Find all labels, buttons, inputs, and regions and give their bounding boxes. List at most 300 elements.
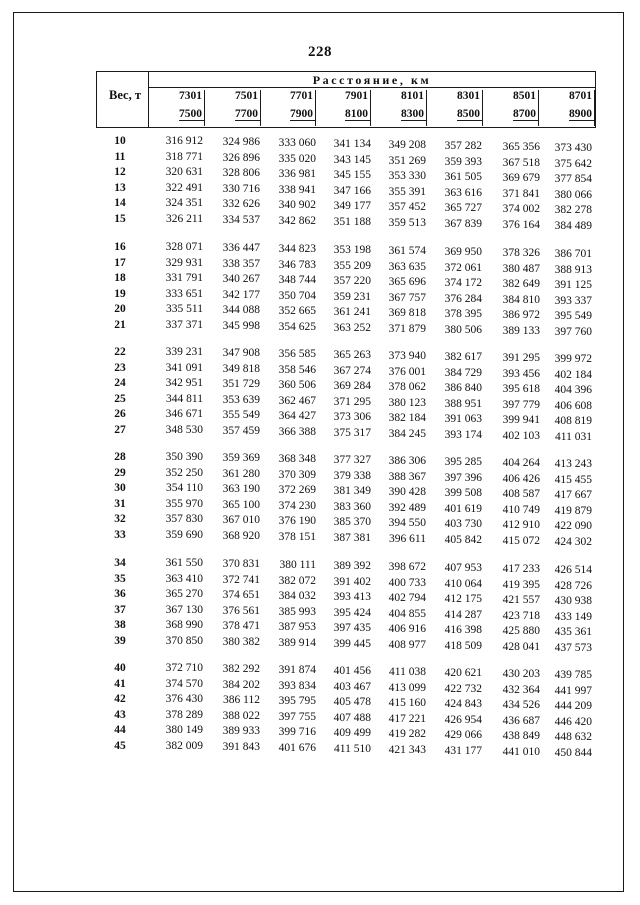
price-cell: 384 489 (554, 219, 592, 232)
table-row (0, 619, 640, 638)
price-cell: 433 149 (554, 610, 592, 623)
price-cell: 438 849 (502, 730, 540, 742)
price-cell: 380 149 (165, 724, 203, 736)
range-to: 7500 (179, 108, 202, 120)
price-cell: 391 843 (222, 740, 260, 753)
distance-range-header (149, 90, 205, 126)
range-from: 8701 (569, 90, 592, 102)
range-to: 7700 (235, 108, 258, 120)
table-row (0, 361, 640, 381)
table-row (0, 572, 640, 592)
price-cell: 424 302 (554, 535, 592, 548)
price-cell: 343 145 (333, 153, 371, 166)
price-cell: 346 671 (165, 408, 203, 420)
price-cell: 375 642 (554, 157, 592, 170)
table-row (0, 197, 640, 216)
price-cell: 357 830 (165, 513, 203, 525)
price-cell: 354 625 (278, 320, 316, 333)
price-cell: 348 744 (278, 274, 316, 286)
price-cell: 429 066 (444, 729, 482, 741)
price-cell: 388 022 (222, 709, 260, 722)
weight-cell: 11 (114, 150, 126, 163)
price-cell: 361 280 (222, 467, 260, 480)
price-cell: 380 066 (554, 188, 592, 201)
price-cell: 340 902 (278, 199, 316, 211)
weight-cell: 29 (114, 466, 126, 479)
price-cell: 428 041 (502, 640, 540, 653)
price-cell: 395 424 (333, 606, 371, 619)
price-cell: 369 818 (388, 307, 426, 319)
price-cell: 402 103 (502, 429, 540, 442)
price-cell: 398 672 (388, 561, 426, 573)
price-cell: 411 038 (389, 666, 426, 678)
distance-range-header (205, 90, 261, 126)
price-cell: 359 231 (333, 290, 371, 303)
price-cell: 329 931 (165, 256, 203, 269)
price-cell: 391 063 (444, 413, 482, 425)
price-cell: 357 459 (222, 424, 260, 437)
price-cell: 395 285 (444, 456, 482, 468)
price-cell: 407 953 (444, 562, 482, 574)
price-cell: 365 727 (444, 202, 482, 214)
price-cell: 328 806 (222, 167, 260, 179)
price-cell: 420 621 (444, 667, 482, 679)
price-cell: 388 951 (444, 397, 482, 410)
price-cell: 389 933 (222, 725, 260, 737)
price-cell: 333 060 (278, 137, 316, 149)
price-cell: 344 088 (222, 304, 260, 316)
price-cell: 401 676 (278, 741, 316, 754)
price-cell: 395 795 (278, 695, 316, 707)
price-cell: 370 309 (278, 468, 316, 481)
price-cell: 389 392 (333, 560, 371, 572)
price-cell: 411 510 (334, 742, 371, 755)
price-cell: 384 245 (388, 427, 426, 440)
range-underline (569, 120, 595, 121)
price-cell: 336 447 (222, 242, 260, 254)
price-cell: 387 953 (278, 621, 316, 633)
price-cell: 365 100 (222, 498, 260, 511)
price-cell: 357 452 (388, 201, 426, 213)
price-cell: 361 505 (444, 171, 482, 183)
price-cell: 372 741 (222, 573, 260, 586)
price-cell: 386 840 (444, 382, 482, 394)
price-cell: 410 749 (502, 503, 540, 516)
price-cell: 369 950 (444, 246, 482, 258)
price-cell: 384 202 (222, 678, 260, 691)
distance-range-header (427, 90, 483, 126)
price-cell: 423 718 (502, 609, 540, 622)
table-row (0, 588, 640, 607)
price-cell: 399 445 (333, 637, 371, 650)
price-cell: 410 064 (444, 577, 482, 590)
price-cell: 349 208 (388, 139, 426, 151)
price-cell: 441 997 (554, 684, 592, 697)
price-cell: 397 435 (333, 622, 371, 634)
price-cell: 366 388 (278, 425, 316, 438)
price-cell: 399 972 (554, 353, 592, 365)
price-cell: 345 998 (222, 319, 260, 332)
weight-cell: 12 (114, 166, 126, 178)
distance-range-header (261, 90, 316, 126)
price-cell: 397 396 (444, 471, 482, 484)
price-cell: 365 356 (502, 141, 540, 153)
range-to: 8300 (401, 108, 424, 120)
price-cell: 385 370 (333, 516, 371, 528)
price-cell: 363 190 (222, 483, 260, 495)
weight-cell: 39 (114, 634, 126, 647)
price-cell: 422 090 (554, 520, 592, 532)
price-cell: 326 211 (166, 212, 203, 225)
weight-cell: 31 (114, 497, 126, 510)
weight-cell: 42 (114, 693, 126, 705)
range-from: 7901 (345, 90, 368, 102)
price-cell: 384 729 (444, 366, 482, 379)
price-cell: 384 810 (502, 293, 540, 306)
weight-cell: 27 (114, 423, 126, 436)
table-row (0, 181, 640, 201)
price-cell: 347 908 (222, 347, 260, 359)
price-cell: 359 513 (388, 216, 426, 229)
price-cell: 365 270 (165, 588, 203, 600)
price-cell: 408 977 (388, 638, 426, 651)
price-cell: 411 031 (555, 430, 592, 443)
price-cell: 373 430 (554, 142, 592, 154)
price-cell: 376 190 (278, 515, 316, 527)
price-cell: 397 755 (278, 710, 316, 723)
price-cell: 328 071 (165, 241, 203, 253)
range-from: 7701 (290, 90, 313, 102)
price-cell: 363 252 (333, 321, 371, 334)
price-cell: 376 164 (502, 218, 540, 231)
price-cell: 399 716 (278, 726, 316, 738)
price-cell: 339 231 (165, 346, 203, 358)
weight-cell: 22 (114, 346, 126, 358)
price-cell: 408 587 (502, 488, 540, 500)
table-row (0, 135, 640, 154)
price-cell: 380 123 (388, 396, 426, 409)
price-cell: 351 729 (222, 378, 260, 390)
price-cell: 405 478 (333, 696, 371, 708)
price-cell: 425 880 (502, 625, 540, 637)
price-cell: 448 632 (554, 731, 592, 743)
price-cell: 426 954 (444, 713, 482, 726)
distance-range-header (371, 90, 427, 126)
price-cell: 408 819 (554, 415, 592, 427)
table-row (0, 150, 640, 170)
price-cell: 388 913 (554, 263, 592, 276)
price-cell: 382 617 (444, 351, 482, 363)
range-underline (401, 120, 427, 121)
price-cell: 367 839 (444, 217, 482, 230)
price-cell: 403 730 (444, 518, 482, 530)
price-cell: 342 177 (222, 288, 260, 301)
price-cell: 380 111 (279, 559, 316, 571)
range-to: 8500 (457, 108, 480, 120)
price-cell: 412 175 (444, 593, 482, 605)
range-to: 8700 (513, 108, 536, 120)
price-cell: 407 488 (333, 711, 371, 724)
table-header (96, 71, 596, 128)
price-cell: 372 269 (278, 484, 316, 496)
price-cell: 376 561 (222, 604, 260, 617)
price-cell: 318 771 (165, 150, 203, 163)
price-cell: 342 951 (165, 377, 203, 389)
price-cell: 330 716 (222, 182, 260, 195)
table-row (0, 708, 640, 728)
price-cell: 335 020 (278, 152, 316, 165)
price-cell: 372 061 (444, 261, 482, 274)
table-row (0, 724, 640, 743)
price-cell: 393 337 (554, 294, 592, 307)
price-cell: 353 198 (333, 244, 371, 256)
price-cell: 378 151 (278, 530, 316, 543)
weight-cell: 28 (114, 451, 126, 463)
weight-cell: 40 (114, 662, 126, 674)
price-cell: 416 398 (444, 624, 482, 636)
price-cell: 351 269 (388, 154, 426, 167)
price-cell: 371 841 (502, 187, 540, 200)
price-cell: 426 514 (554, 564, 592, 576)
price-cell: 345 155 (333, 169, 371, 181)
price-cell: 436 687 (502, 714, 540, 727)
weight-cell: 32 (114, 513, 126, 525)
price-cell: 386 972 (502, 309, 540, 321)
price-cell: 390 428 (388, 486, 426, 498)
price-cell: 378 062 (388, 381, 426, 393)
price-cell: 384 032 (278, 590, 316, 602)
price-cell: 350 704 (278, 289, 316, 302)
price-cell: 393 834 (278, 679, 316, 692)
price-cell: 334 537 (222, 213, 260, 226)
price-cell: 419 282 (388, 728, 426, 740)
price-cell: 354 110 (166, 482, 203, 494)
price-cell: 401 619 (444, 502, 482, 515)
price-cell: 413 243 (554, 458, 592, 470)
distance-header-title: Расстояние, км (149, 72, 595, 88)
weight-cell: 35 (114, 572, 126, 585)
price-cell: 363 410 (165, 572, 203, 585)
weight-cell: 45 (114, 739, 126, 752)
price-cell: 418 509 (444, 639, 482, 652)
table-row (0, 408, 640, 427)
price-cell: 373 940 (388, 350, 426, 362)
price-cell: 406 608 (554, 399, 592, 412)
range-underline (513, 120, 539, 121)
price-cell: 335 511 (166, 303, 203, 315)
range-underline (457, 120, 483, 121)
price-cell: 441 010 (502, 745, 540, 758)
price-cell: 351 188 (333, 215, 371, 228)
table-row (0, 392, 640, 412)
page-number: 228 (308, 44, 332, 60)
price-cell: 336 981 (278, 168, 316, 180)
weight-cell: 30 (114, 482, 126, 494)
price-cell: 388 367 (388, 470, 426, 483)
price-cell: 395 549 (554, 310, 592, 322)
price-cell: 421 557 (502, 594, 540, 606)
price-cell: 424 843 (444, 698, 482, 710)
price-cell: 404 396 (554, 384, 592, 396)
price-cell: 359 690 (165, 528, 203, 541)
price-cell: 332 626 (222, 198, 260, 210)
price-cell: 338 941 (278, 183, 316, 196)
price-cell: 399 941 (502, 414, 540, 426)
weight-cell: 26 (114, 408, 126, 420)
price-cell: 428 726 (554, 579, 592, 592)
price-cell: 333 651 (165, 287, 203, 300)
distance-range-header (539, 90, 595, 126)
range-from: 7501 (235, 90, 258, 102)
price-cell: 338 357 (222, 257, 260, 270)
price-cell: 382 184 (388, 412, 426, 424)
price-cell: 406 916 (388, 623, 426, 635)
price-cell: 381 349 (333, 485, 371, 497)
weight-cell: 13 (114, 181, 126, 194)
weight-cell: 17 (114, 256, 126, 269)
price-cell: 353 330 (388, 170, 426, 182)
price-cell: 367 130 (165, 603, 203, 616)
price-cell: 375 317 (333, 426, 371, 439)
price-cell: 419 395 (502, 578, 540, 591)
price-cell: 367 274 (333, 364, 371, 377)
price-cell: 363 616 (444, 186, 482, 199)
table-row (0, 166, 640, 185)
price-cell: 422 732 (444, 682, 482, 695)
price-cell: 341 134 (333, 138, 371, 150)
price-cell: 348 530 (165, 423, 203, 436)
price-cell: 376 001 (388, 365, 426, 378)
weight-cell: 23 (114, 361, 126, 374)
weight-cell: 24 (114, 377, 126, 389)
price-cell: 373 306 (333, 411, 371, 423)
range-underline (179, 120, 205, 121)
price-cell: 337 371 (165, 318, 203, 331)
price-cell: 444 209 (554, 700, 592, 712)
price-cell: 378 326 (502, 247, 540, 259)
price-cell: 370 850 (165, 634, 203, 647)
price-cell: 382 292 (222, 663, 260, 675)
price-cell: 393 456 (502, 367, 540, 380)
price-cell: 355 209 (333, 259, 371, 272)
price-cell: 356 585 (278, 348, 316, 360)
weight-cell: 36 (114, 588, 126, 600)
price-cell: 352 665 (278, 305, 316, 317)
price-cell: 392 489 (388, 501, 426, 514)
price-cell: 346 783 (278, 258, 316, 271)
weight-cell: 33 (114, 528, 126, 541)
table-row (0, 256, 640, 276)
weight-cell: 38 (114, 619, 126, 631)
weight-cell: 37 (114, 603, 126, 616)
price-cell: 379 338 (333, 469, 371, 482)
price-cell: 324 351 (165, 197, 203, 209)
price-cell: 435 361 (554, 626, 592, 638)
weight-cell: 41 (114, 677, 126, 690)
weight-cell: 21 (114, 318, 126, 331)
price-cell: 369 284 (333, 380, 371, 392)
price-cell: 404 264 (502, 457, 540, 469)
price-cell: 350 390 (165, 451, 203, 463)
table-row (0, 212, 640, 232)
price-cell: 368 920 (222, 529, 260, 542)
price-cell: 406 426 (502, 472, 540, 485)
price-cell: 374 570 (165, 677, 203, 690)
price-cell: 397 779 (502, 398, 540, 411)
price-cell: 391 295 (502, 352, 540, 364)
table-row (0, 603, 640, 623)
range-from: 7301 (179, 90, 202, 102)
price-cell: 347 166 (333, 184, 371, 197)
table-row (0, 739, 640, 759)
price-cell: 349 177 (333, 200, 371, 212)
price-cell: 380 382 (222, 635, 260, 648)
table-row (0, 318, 640, 338)
price-cell: 399 508 (444, 487, 482, 499)
weight-cell: 20 (114, 303, 126, 315)
price-cell: 357 282 (444, 140, 482, 152)
price-cell: 394 550 (388, 517, 426, 529)
price-cell: 432 364 (502, 683, 540, 696)
price-cell: 368 348 (278, 453, 316, 465)
price-cell: 389 133 (502, 324, 540, 337)
price-cell: 431 177 (444, 744, 482, 757)
price-cell: 385 993 (278, 605, 316, 618)
price-cell: 382 009 (165, 739, 203, 752)
price-cell: 378 289 (165, 708, 203, 721)
table-row (0, 528, 640, 548)
price-cell: 386 701 (554, 248, 592, 260)
price-cell: 352 250 (165, 466, 203, 479)
table-row (0, 241, 640, 260)
price-cell: 412 910 (502, 519, 540, 531)
price-cell: 353 639 (222, 393, 260, 406)
weight-cell: 43 (114, 708, 126, 721)
price-cell: 360 506 (278, 379, 316, 391)
price-cell: 364 427 (278, 410, 316, 422)
price-cell: 322 491 (165, 181, 203, 194)
price-cell: 391 402 (333, 575, 371, 588)
price-cell: 355 549 (222, 409, 260, 421)
price-cell: 357 220 (333, 275, 371, 287)
price-cell: 396 611 (389, 532, 426, 545)
table-row (0, 272, 640, 291)
range-underline (235, 120, 261, 121)
price-cell: 386 112 (223, 694, 260, 706)
price-cell: 376 430 (165, 693, 203, 705)
range-to: 7900 (290, 108, 313, 120)
price-cell: 395 618 (502, 383, 540, 395)
price-cell: 437 573 (554, 641, 592, 654)
range-underline (290, 120, 316, 121)
price-cell: 324 986 (222, 136, 260, 148)
price-cell: 393 413 (333, 591, 371, 603)
price-cell: 405 842 (444, 533, 482, 546)
price-cell: 439 785 (554, 669, 592, 681)
price-cell: 417 233 (502, 563, 540, 575)
price-cell: 361 241 (333, 306, 371, 318)
price-cell: 430 938 (554, 595, 592, 607)
price-cell: 361 574 (388, 245, 426, 257)
distance-range-header (316, 90, 371, 126)
price-cell: 340 267 (222, 273, 260, 285)
price-cell: 367 757 (388, 291, 426, 304)
price-cell: 404 855 (388, 607, 426, 620)
table-row (0, 497, 640, 517)
price-cell: 361 550 (165, 557, 203, 569)
price-cell: 367 010 (222, 514, 260, 526)
weight-cell: 10 (114, 135, 126, 147)
